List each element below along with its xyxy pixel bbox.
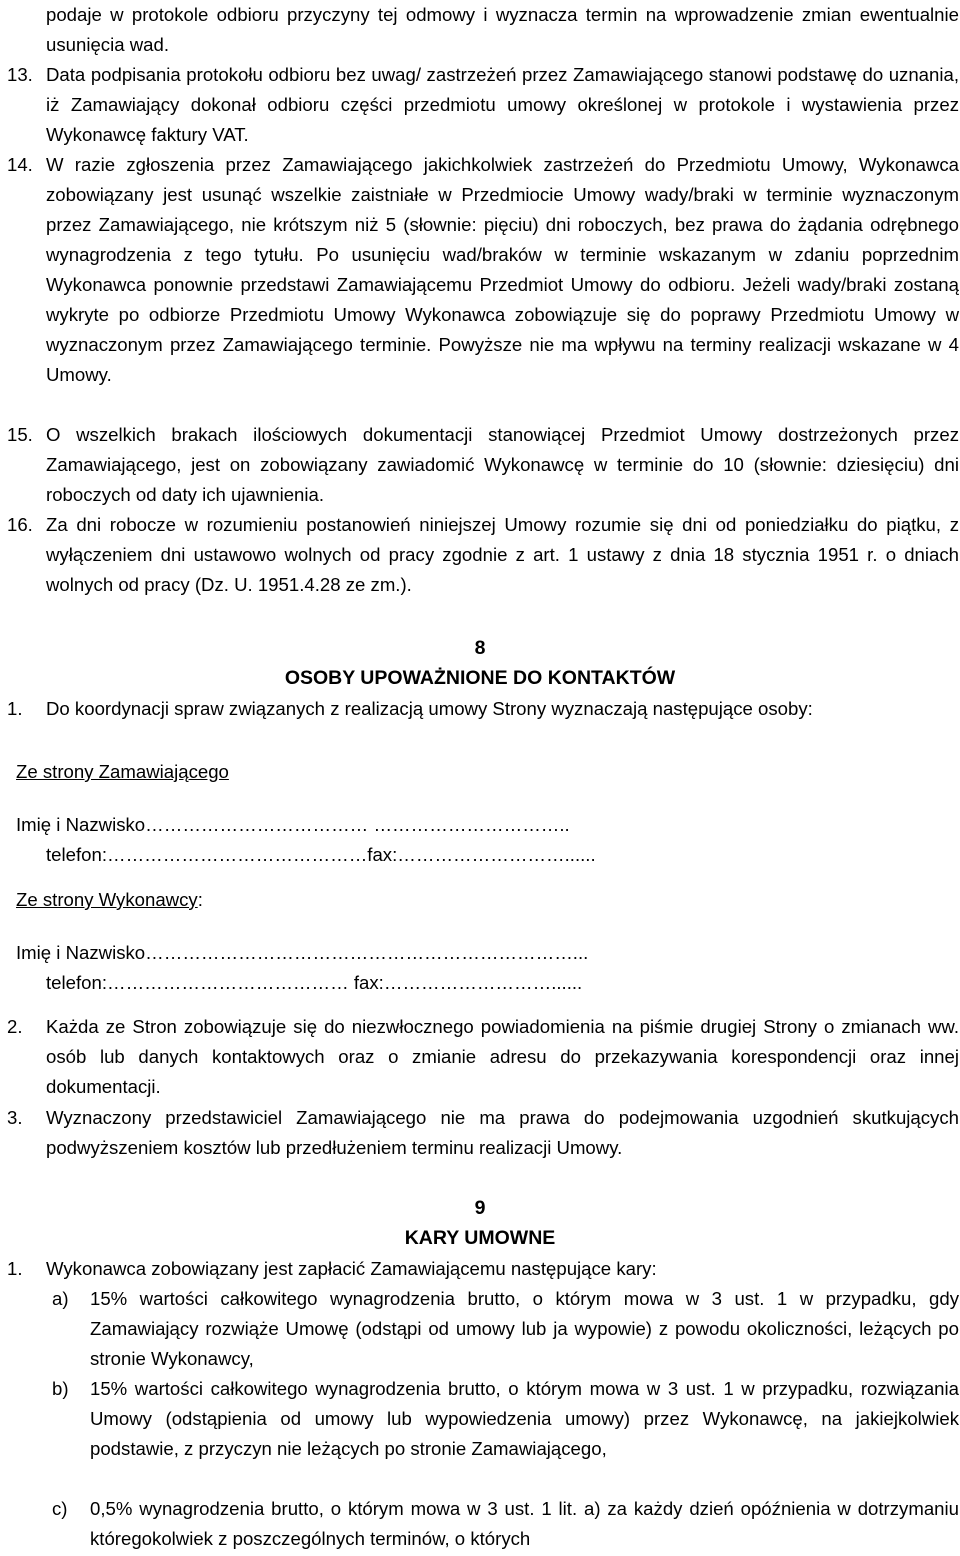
- contact-phone-fax-field: telefon:………………………………… fax:………………………......: [46, 972, 583, 993]
- document-page: podaje w protokole odbioru przyczyny tej odmowy i wyznacza termin na wprowadzenie zmian ewentualnie usunięcia wad. 13. Data podpisania protokołu odbioru bez uwag/ zastrzeżeń przez Zamawiającego stanowi podstawę do uznania, iż Zamawiający dokonał odbioru części przedmiotu umowy określonej w protokole i wystawienia przez Wykonawcę faktury VAT. 14. W razie zgłoszenia przez Zamawiającego jakichkolwiek zastrzeżeń do Przedmiotu Umowy, Wykonawca zobowiązany jest usunąć wszelkie zaistniałe w Przedmiocie Umowy wady/braki w terminie wyznaczonym przez Zamawiającego, nie krótszym niż 5 (słownie: pięciu) dni roboczych, bez prawa do żądania odrębnego wynagrodzenia z tego tytułu. Po usunięciu wad/braków w terminie wskazanym w zdaniu poprzednim Wykonawca ponownie przedstawi Zamawiającemu Przedmiot Umowy do odbioru. Jeżeli wady/braki zostaną wykryte po odbiorze Przedmiotu Umowy Wykonawca zobowiązuje się do poprawy Przedmiotu Umowy w wyznaczonym przez Zamawiającego terminie. Powyższe nie ma wpływu na terminy realizacji wskazane w 4 Umowy. 15. O wszelkich brakach ilościowych dokumentacji stanowiącej Przedmiot Umowy dostrzeżonych przez Zamawiającego, jest on zobowiązany zawiadomić Wykonawcę w terminie do 10 (słownie: dziesięciu) dni roboczych od daty ich ujawnienia. 16. Za dni robocze w rozumieniu postanowień niniejszej Umowy rozumie się dni od poniedziałku do piątku, z wyłączeniem dni ustawowo wolnych od pracy zgodnie z art. 1 ustawy z dnia 18 stycznia 1951 r. o dniach wolnych od pracy (Dz. U. 1951.4.28 ze zm.). 8 OSOBY UPOWAŻNIONE DO KONTAKTÓW 1. Do koordynacji spraw związanych z realizacją umowy Strony wyznaczają następujące osoby: Ze strony Zamawiającego Imię i Nazwisko……………………………… ………………………….. telefon:……………………………………fax:………………………...... Ze strony Wykonawcy: Imię i Nazwisko……………………………………………………………... telefon:………………………………… fax:………………………...... 2. Każda ze Stron zobowiązuje się do niezwłocznego powiadomienia na piśmie drugiej Strony o zmianach ww. osób lub danych kontaktowych oraz o zmianie adresu do przekazywania korespondencji oraz innej dokumentacji. 3. Wyznaczony przedstawiciel Zamawiającego nie ma prawa do podejmowania uzgodnień skutkujących podwyższeniem kosztów lub przedłużeniem terminu realizacji Umowy. 9 KARY UMOWNE 1. Wykonawca zobowiązany jest zapłacić Zamawiającemu następujące kary: a) 15% wartości całkowitego wynagrodzenia brutto, o którym mowa w 3 ust. 1 w przypadku, gdy Zamawiający rozwiąże Umowę (odstąpi od umowy lub ja wypowie) z powodu okoliczności, leżących po stronie Wykonawcy, b) 15% wartości całkowitego wynagrodzenia brutto, o którym mowa w 3 ust. 1 w przypadku, rozwiązania Umowy (odstąpienia od umowy lub wypowiedzenia umowy) przez Wykonawcę, na jakiejkolwiek podstawie, z przyczyn nie leżących po stronie Zamawiającego, c) 0,5% wynagrodzenia brutto, o którym mowa w 3 ust. 1 lit. a) za każdy dzień opóźnienia w dotrzymaniu któregokolwiek z poszczególnych terminów, o których: [0, 0, 960, 1556]
- item-label: b): [52, 1378, 69, 1399]
- contact-heading-wykonawca: Ze strony Wykonawcy:: [16, 889, 203, 910]
- item-text: 15% wartości całkowitego wynagrodzenia brutto, o którym mowa w 3 ust. 1 w przypadku, gdy Zamawiający rozwiąże Umowę (odstąpi od umowy lub ja wypowie) z powodu okoliczności, leżących po stronie Wykonawcy,: [90, 1288, 959, 1369]
- item-number: 1.: [7, 698, 23, 719]
- item-text: Każda ze Stron zobowiązuje się do niezwłocznego powiadomienia na piśmie drugiej Strony o zmianach ww. osób lub danych kontaktowych oraz o zmianie adresu do przekazywania korespondencji oraz innej dokumentacji.: [46, 1016, 959, 1097]
- item-text: Do koordynacji spraw związanych z realizacją umowy Strony wyznaczają następujące osoby:: [46, 698, 813, 719]
- section-number: 9: [474, 1197, 486, 1219]
- item-number: 2.: [7, 1016, 23, 1037]
- section-number: 8: [474, 637, 486, 659]
- item-number: 15.: [7, 424, 33, 445]
- item-text: Data podpisania protokołu odbioru bez uwag/ zastrzeżeń przez Zamawiającego stanowi podstawę do uznania, iż Zamawiający dokonał odbioru części przedmiotu umowy określonej w protokole i wystawienia przez Wykonawcę faktury VAT.: [46, 64, 959, 145]
- item-number: 14.: [7, 154, 33, 175]
- item-label: c): [52, 1498, 68, 1519]
- item-number: 3.: [7, 1107, 23, 1128]
- item-label: a): [52, 1288, 69, 1309]
- item-number: 16.: [7, 514, 33, 535]
- item-text: W razie zgłoszenia przez Zamawiającego jakichkolwiek zastrzeżeń do Przedmiotu Umowy, Wykonawca zobowiązany jest usunąć wszelkie zaistniałe w Przedmiocie Umowy wady/braki w terminie wyznaczonym przez Zamawiającego, nie krótszym niż 5 (słownie: pięciu) dni roboczych, bez prawa do żądania odrębnego wynagrodzenia z tego tytułu. Po usunięciu wad/braków w terminie wskazanym w zdaniu poprzednim Wykonawca ponownie przedstawi Zamawiającemu Przedmiot Umowy do odbioru. Jeżeli wady/braki zostaną wykryte po odbiorze Przedmiotu Umowy Wykonawca zobowiązuje się do poprawy Przedmiotu Umowy w wyznaczonym przez Zamawiającego terminie. Powyższe nie ma wpływu na terminy realizacji wskazane w 4 Umowy.: [46, 154, 959, 385]
- item-text: O wszelkich brakach ilościowych dokumentacji stanowiącej Przedmiot Umowy dostrzeżonych przez Zamawiającego, jest on zobowiązany zawiadomić Wykonawcę w terminie do 10 (słownie: dziesięciu) dni roboczych od daty ich ujawnienia.: [46, 424, 959, 505]
- section-title: OSOBY UPOWAŻNIONE DO KONTAKTÓW: [284, 667, 676, 689]
- contact-name-field: Imię i Nazwisko……………………………… …………………………..: [16, 814, 570, 835]
- item-text: Wyznaczony przedstawiciel Zamawiającego nie ma prawa do podejmowania uzgodnień skutkujących podwyższeniem kosztów lub przedłużeniem terminu realizacji Umowy.: [46, 1107, 959, 1158]
- item-text: 0,5% wynagrodzenia brutto, o którym mowa w 3 ust. 1 lit. a) za każdy dzień opóźnienia w dotrzymaniu któregokolwiek z poszczególnych terminów, o których: [90, 1498, 959, 1549]
- contact-phone-fax-field: telefon:……………………………………fax:………………………......: [46, 844, 596, 865]
- section-title: KARY UMOWNE: [404, 1227, 556, 1249]
- item-text: Za dni robocze w rozumieniu postanowień niniejszej Umowy rozumie się dni od poniedziałku do piątku, z wyłączeniem dni ustawowo wolnych od pracy zgodnie z art. 1 ustawy z dnia 18 stycznia 1951 r. o dniach wolnych od pracy (Dz. U. 1951.4.28 ze zm.).: [46, 514, 959, 595]
- item-number: 13.: [7, 64, 33, 85]
- item-number: 1.: [7, 1258, 23, 1279]
- contact-name-field: Imię i Nazwisko……………………………………………………………...: [16, 942, 589, 963]
- item-text: Wykonawca zobowiązany jest zapłacić Zamawiającemu następujące kary:: [46, 1258, 657, 1279]
- item-text: 15% wartości całkowitego wynagrodzenia brutto, o którym mowa w 3 ust. 1 w przypadku, rozwiązania Umowy (odstąpienia od umowy lub wypowiedzenia umowy) przez Wykonawcę, na jakiejkolwiek podstawie, z przyczyn nie leżących po stronie Zamawiającego,: [90, 1378, 959, 1459]
- contact-heading-zamawiajacy: Ze strony Zamawiającego: [16, 761, 229, 782]
